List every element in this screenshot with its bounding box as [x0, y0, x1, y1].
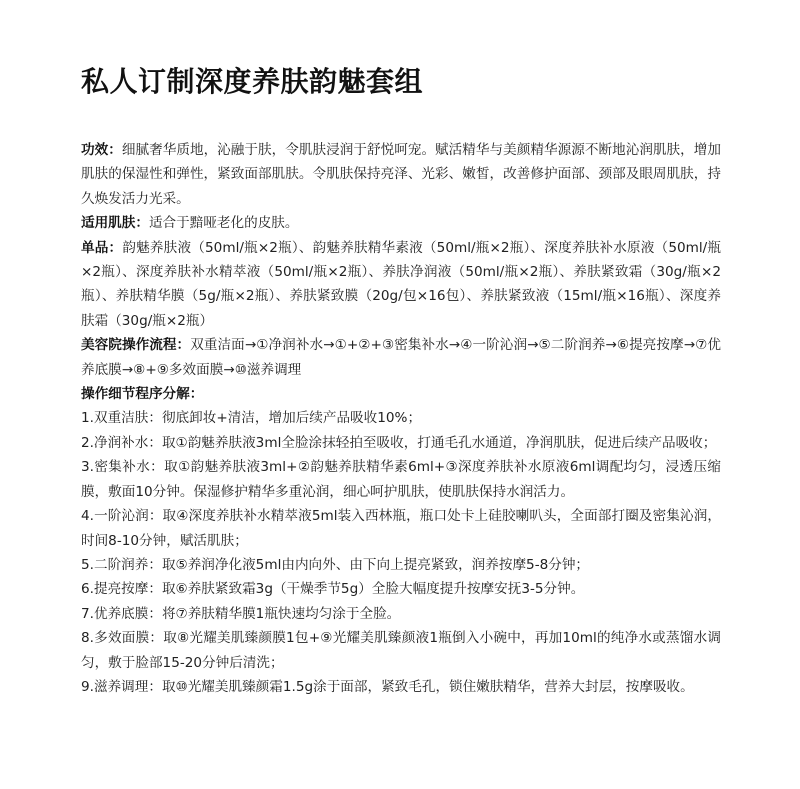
page-title: 私人订制深度养肤韵魅套组: [81, 65, 424, 98]
step-item: 1.双重洁肤：彻底卸妆+清洁，增加后续产品吸收10%；: [81, 410, 422, 427]
salon-flow-label: 美容院操作流程：: [81, 337, 191, 354]
step-item: 5.二阶润养：取⑤养润净化液5ml由内向外、由下向上提亮紧致，润养按摩5-8分钟；: [81, 556, 590, 573]
suitable-skin-text: 适合于黯哑老化的皮肤。: [148, 215, 299, 232]
salon-flow-paragraph: [81, 333, 721, 382]
suitable-skin-paragraph: [81, 211, 721, 235]
items-paragraph: [81, 236, 721, 334]
salon-flow-text: 双重洁面→①净润补水→①+②+③密集补水→④一阶沁润→⑤二阶润养→⑥提亮按摩→⑦优养底膜→⑧+⑨多效面膜→⑩滋养调理: [81, 337, 721, 378]
efficacy-label: 功效：: [81, 142, 122, 158]
efficacy-text: 细腻奢华质地，沁融于肤，令肌肤浸润于舒悦呵宠。赋活精华与美颜精华源源不断地沁润肌肤，增加肌肤的保湿性和弹性，紧致面部肌肤。令肌肤保持亮泽、光彩、嫩皙，改善修护面部、颈部及眼周肌肤，持久焕发活力光采。: [81, 142, 722, 207]
items-text: 韵魅养肤液（50ml/瓶×2瓶）、韵魅养肤精华素液（50ml/瓶×2瓶）、深度养肤补水原液（50ml/瓶×2瓶）、深度养肤补水精萃液（50ml/瓶×2瓶）、养肤净润液（50ml/瓶×2瓶）、养肤紧致霜（30g/瓶×2瓶）、养肤精华膜（5g/瓶×2瓶）、养肤紧致膜（20g/包×16包）、养肤紧致液（15ml/瓶×16瓶）、深度养肤霜（30g/瓶×2瓶）: [81, 239, 721, 329]
step-item: 6.提亮按摩：取⑥养肤紧致霜3g（干燥季节5g）全脸大幅度提升按摩安抚3-5分钟。: [81, 581, 585, 598]
steps-heading: 操作细节程序分解：: [81, 386, 204, 403]
step-item: 9.滋养调理：取⑩光耀美肌臻颜霜1.5g涂于面部，紧致毛孔，锁住嫩肤精华，营养大封层，按摩吸收。: [81, 678, 694, 695]
step-item: 7.优养底膜：将⑦养肤精华膜1瓶快速均匀涂于全脸。: [81, 605, 401, 622]
items-label: 单品：: [81, 239, 123, 256]
step-item: 8.多效面膜：取⑧光耀美肌臻颜膜1包+⑨光耀美肌臻颜液1瓶倒入小碗中，再加10ml的纯净水或蒸馏水调匀，敷于脸部15-20分钟后清洗；: [81, 630, 721, 671]
step-item: 4.一阶沁润：取④深度养肤补水精萃液5ml装入西林瓶，瓶口处卡上硅胶喇叭头，全面部打圈及密集沁润，时间8-10分钟，赋活肌肤；: [81, 508, 721, 549]
suitable-skin-label: 适用肌肤：: [81, 215, 149, 232]
step-item: 3.密集补水：取①韵魅养肤液3ml+②韵魅养肤精华素6ml+③深度养肤补水原液6ml调配均匀，浸透压缩膜，敷面10分钟。保湿修护精华多重沁润，细心呵护肌肤，使肌肤保持水润活力。: [81, 459, 721, 500]
step-item: 2.净润补水：取①韵魅养肤液3ml全脸涂抹轻拍至吸收，打通毛孔水通道，净润肌肤，促进后续产品吸收；: [81, 434, 717, 451]
document-body: [81, 138, 721, 699]
efficacy-paragraph: [81, 138, 721, 211]
